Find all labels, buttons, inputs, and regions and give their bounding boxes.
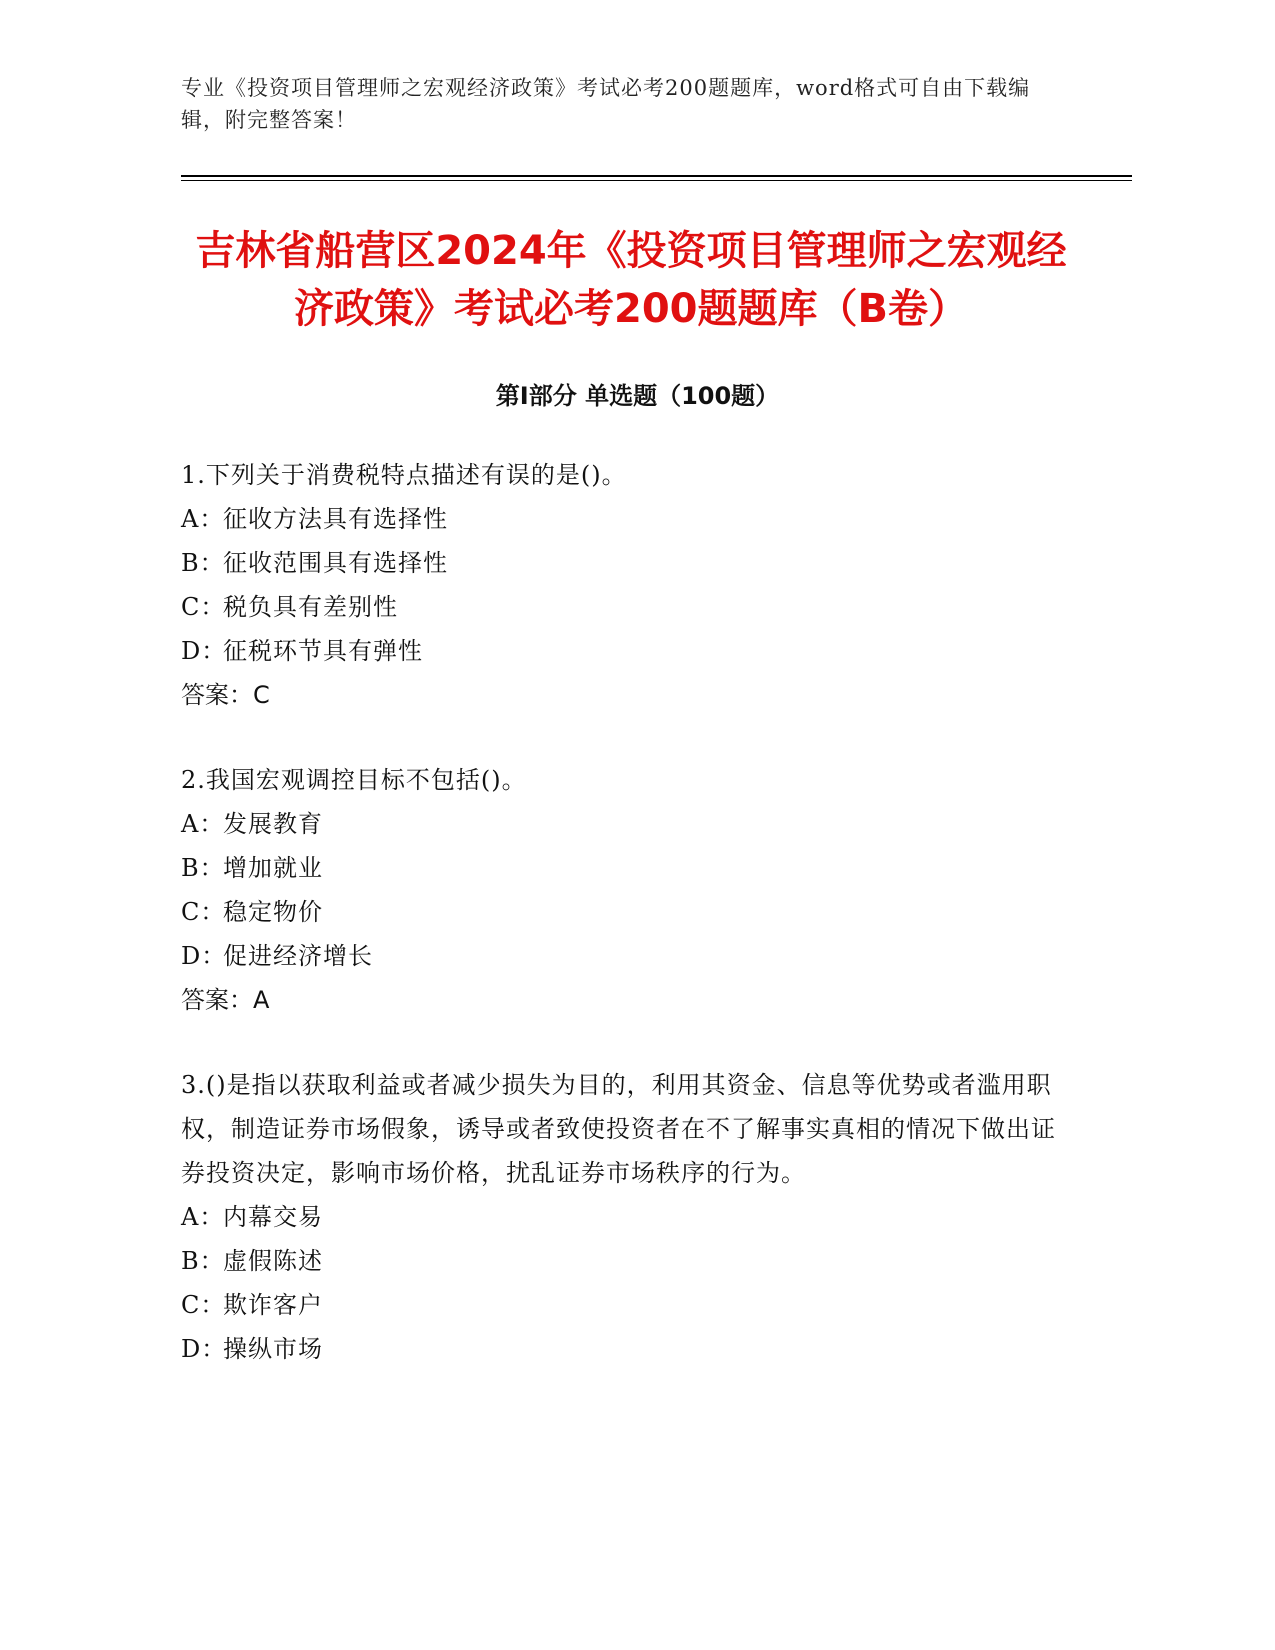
option-text: 增加就业	[223, 854, 323, 882]
header-divider-thin	[181, 180, 1132, 181]
option-c	[181, 585, 1061, 629]
option-letter: C：	[181, 593, 226, 621]
option-text: 征收方法具有选择性	[223, 505, 448, 533]
option-letter: B：	[181, 1247, 225, 1275]
header-divider-thick	[181, 175, 1132, 177]
option-a	[181, 1195, 1061, 1239]
option-text: 稳定物价	[223, 898, 323, 926]
header-note: 专业《投资项目管理师之宏观经济政策》考试必考200题题库，word格式可自由下载编辑，附完整答案！	[181, 76, 1031, 132]
document-title: 吉林省船营区2024年《投资项目管理师之宏观经济政策》考试必考200题题库（B卷）	[195, 228, 1067, 332]
option-d	[181, 629, 1061, 673]
question-stem: 1.下列关于消费税特点描述有误的是()。	[181, 461, 627, 489]
option-letter: A：	[181, 505, 225, 533]
option-text: 促进经济增长	[223, 942, 373, 970]
option-letter: D：	[181, 942, 227, 970]
option-b	[181, 846, 1061, 890]
option-b	[181, 541, 1061, 585]
option-a	[181, 802, 1061, 846]
option-letter: B：	[181, 854, 225, 882]
answer-label: 答案：A	[181, 986, 270, 1014]
option-letter: A：	[181, 810, 225, 838]
question-stem: 2.我国宏观调控目标不包括()。	[181, 766, 527, 794]
option-letter: A：	[181, 1203, 225, 1231]
question-1	[181, 453, 1061, 717]
option-text: 操纵市场	[223, 1335, 323, 1363]
answer-label: 答案：C	[181, 681, 270, 709]
option-d	[181, 1327, 1061, 1371]
option-letter: C：	[181, 1291, 226, 1319]
option-b	[181, 1239, 1061, 1283]
question-3	[181, 1063, 1061, 1371]
option-text: 欺诈客户	[223, 1291, 323, 1319]
option-letter: D：	[181, 637, 227, 665]
option-text: 内幕交易	[223, 1203, 323, 1231]
section-title: 第Ⅰ部分 单选题（100题）	[495, 382, 780, 410]
option-text: 虚假陈述	[223, 1247, 323, 1275]
option-c	[181, 890, 1061, 934]
option-text: 征税环节具有弹性	[223, 637, 423, 665]
option-letter: B：	[181, 549, 225, 577]
option-d	[181, 934, 1061, 978]
question-stem: 3.()是指以获取利益或者减少损失为目的，利用其资金、信息等优势或者滥用职权，制造证券市场假象，诱导或者致使投资者在不了解事实真相的情况下做出证券投资决定，影响市场价格，扰乱证券市场秩序的行为。	[181, 1071, 1056, 1187]
option-letter: C：	[181, 898, 226, 926]
option-a	[181, 497, 1061, 541]
option-text: 税负具有差别性	[223, 593, 398, 621]
option-text: 发展教育	[223, 810, 323, 838]
option-letter: D：	[181, 1335, 227, 1363]
option-c	[181, 1283, 1061, 1327]
question-2	[181, 758, 1061, 1022]
option-text: 征收范围具有选择性	[223, 549, 448, 577]
